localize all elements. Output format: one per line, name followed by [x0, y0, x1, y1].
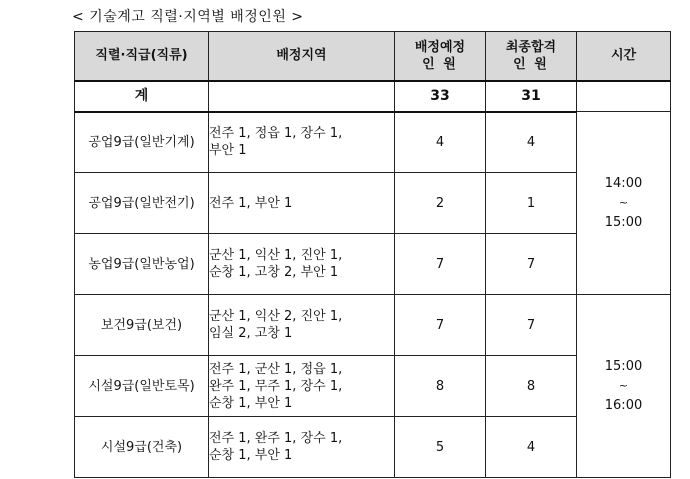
header-passed-line2: 인 원	[513, 56, 549, 72]
region-line: 순창 1, 고창 2, 부안 1	[209, 265, 339, 280]
time-slot-1	[577, 112, 671, 295]
row-position: 공업9급(일반기계)	[75, 112, 209, 173]
row-region	[209, 112, 395, 173]
region-line: 부안 1	[209, 143, 247, 159]
table-row	[75, 295, 671, 356]
header-planned-line1: 배정예정	[414, 39, 466, 55]
row-passed: 4	[486, 112, 577, 173]
header-row	[75, 32, 671, 81]
row-region	[209, 234, 395, 295]
region-line: 전주 1, 정읍 1, 장수 1,	[209, 126, 343, 142]
row-region	[209, 295, 395, 356]
time-slot-sep: ~	[618, 379, 629, 392]
row-region	[209, 356, 395, 417]
table-caption: < 기술계고 직렬·지역별 배정인원 >	[72, 9, 304, 25]
header-planned-line2: 인 원	[422, 56, 458, 72]
region-line: 전주 1, 부안 1	[209, 195, 293, 211]
header-time: 시간	[577, 32, 671, 81]
region-line: 순창 1, 부안 1	[209, 395, 293, 411]
total-row	[75, 81, 671, 112]
region-line: 전주 1, 완주 1, 장수 1,	[209, 431, 343, 446]
total-region-empty	[209, 81, 395, 112]
row-position: 시설9급(건축)	[75, 417, 209, 478]
time-slot-end: 15:00	[604, 215, 643, 230]
total-label: 계	[75, 81, 209, 112]
row-planned: 8	[395, 356, 486, 417]
row-planned: 7	[395, 234, 486, 295]
row-position: 농업9급(일반농업)	[75, 234, 209, 295]
region-line: 군산 1, 익산 2, 진안 1,	[209, 309, 343, 324]
region-line: 전주 1, 군산 1, 정읍 1,	[209, 361, 343, 377]
header-passed	[486, 32, 577, 81]
row-position: 공업9급(일반전기)	[75, 173, 209, 234]
row-passed: 4	[486, 417, 577, 478]
row-passed: 7	[486, 295, 577, 356]
time-slot-start: 15:00	[604, 359, 643, 374]
header-planned	[395, 32, 486, 81]
allocation-table	[74, 31, 671, 478]
total-planned: 33	[395, 81, 486, 112]
row-region	[209, 173, 395, 234]
row-passed: 8	[486, 356, 577, 417]
row-region	[209, 417, 395, 478]
header-region: 배정지역	[209, 32, 395, 81]
table-row	[75, 112, 671, 173]
time-slot-start: 14:00	[604, 176, 643, 191]
row-planned: 7	[395, 295, 486, 356]
row-passed: 1	[486, 173, 577, 234]
row-position: 시설9급(일반토목)	[75, 356, 209, 417]
time-slot-end: 16:00	[604, 398, 643, 413]
time-slot-sep: ~	[618, 196, 629, 209]
region-line: 순창 1, 부안 1	[209, 448, 293, 463]
header-position: 직렬·직급(직류)	[75, 32, 209, 81]
region-line: 군산 1, 익산 1, 진안 1,	[209, 248, 343, 263]
row-planned: 4	[395, 112, 486, 173]
region-line: 완주 1, 무주 1, 장수 1,	[209, 378, 343, 394]
row-passed: 7	[486, 234, 577, 295]
region-line: 임실 2, 고창 1	[209, 326, 293, 341]
total-time-empty	[577, 81, 671, 112]
row-planned: 2	[395, 173, 486, 234]
total-passed: 31	[486, 81, 577, 112]
time-slot-2	[577, 295, 671, 478]
row-position: 보건9급(보건)	[75, 295, 209, 356]
header-passed-line1: 최종합격	[505, 39, 557, 55]
row-planned: 5	[395, 417, 486, 478]
